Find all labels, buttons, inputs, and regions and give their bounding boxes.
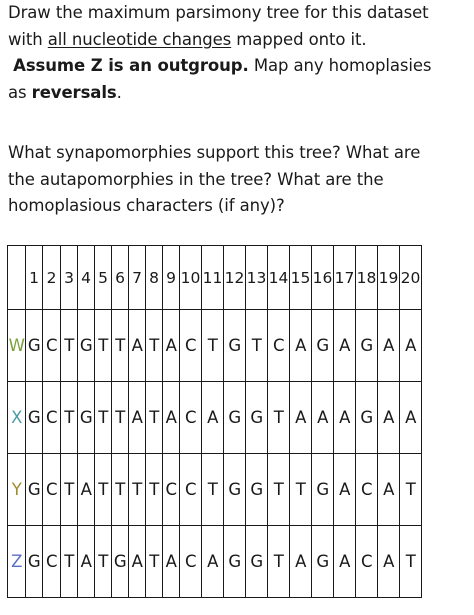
nucleotide-cell: G: [26, 526, 43, 598]
nucleotide-cell: T: [146, 526, 163, 598]
underlined-phrase: all nucleotide changes: [47, 29, 232, 49]
nucleotide-cell: G: [356, 310, 378, 382]
questions-line-2: the autapomorphies in the tree? What are the: [8, 169, 384, 189]
instructions-line-4-prefix: as: [8, 82, 32, 102]
nucleotide-cell: A: [378, 382, 400, 454]
nucleotide-cell: G: [26, 454, 43, 526]
nucleotide-cell: C: [356, 526, 378, 598]
nucleotide-cell: T: [246, 310, 268, 382]
nucleotide-cell: T: [268, 454, 290, 526]
nucleotide-cell: G: [26, 382, 43, 454]
taxon-row: [8, 310, 422, 382]
instructions-line-2-prefix: with: [8, 29, 48, 49]
character-number-header: 12: [224, 246, 246, 310]
nucleotide-cell: A: [378, 310, 400, 382]
nucleotide-cell: T: [146, 454, 163, 526]
nucleotide-cell: G: [312, 454, 334, 526]
character-number-header: 11: [202, 246, 224, 310]
nucleotide-cell: T: [112, 310, 129, 382]
nucleotide-cell: G: [78, 310, 95, 382]
nucleotide-cell: G: [246, 526, 268, 598]
nucleotide-cell: T: [95, 382, 112, 454]
nucleotide-cell: T: [61, 454, 78, 526]
nucleotide-cell: G: [246, 382, 268, 454]
character-number-header: 8: [146, 246, 163, 310]
nucleotide-cell: T: [202, 310, 224, 382]
nucleotide-cell: T: [129, 454, 146, 526]
nucleotide-cell: C: [268, 310, 290, 382]
instructions-line-4: [8, 80, 431, 107]
nucleotide-cell: A: [378, 526, 400, 598]
character-number-header: 16: [312, 246, 334, 310]
nucleotide-cell: A: [334, 310, 356, 382]
nucleotide-cell: C: [180, 310, 202, 382]
character-number-header: 6: [112, 246, 129, 310]
nucleotide-cell: A: [78, 526, 95, 598]
nucleotide-cell: A: [78, 454, 95, 526]
nucleotide-cell: G: [224, 310, 246, 382]
nucleotide-cell: C: [180, 382, 202, 454]
matrix-header-row: [8, 246, 422, 310]
taxon-name-cell: X: [8, 382, 26, 454]
nucleotide-cell: A: [163, 526, 180, 598]
nucleotide-cell: A: [129, 382, 146, 454]
nucleotide-cell: T: [61, 526, 78, 598]
questions-line-3: homoplasious characters (if any)?: [8, 196, 285, 215]
character-number-header: 17: [334, 246, 356, 310]
nucleotide-cell: T: [202, 454, 224, 526]
nucleotide-cell: A: [400, 310, 422, 382]
nucleotide-cell: T: [290, 454, 312, 526]
nucleotide-cell: C: [43, 454, 61, 526]
nucleotide-cell: C: [43, 526, 61, 598]
nucleotide-cell: A: [378, 454, 400, 526]
taxon-name-cell: Y: [8, 454, 26, 526]
instructions-line-4-suffix: .: [116, 82, 122, 102]
nucleotide-cell: A: [400, 382, 422, 454]
character-number-header: 3: [61, 246, 78, 310]
nucleotide-cell: A: [334, 454, 356, 526]
nucleotide-cell: A: [290, 382, 312, 454]
character-number-header: 2: [43, 246, 61, 310]
character-number-header: 7: [129, 246, 146, 310]
character-matrix-table: [7, 245, 422, 598]
nucleotide-cell: A: [163, 310, 180, 382]
nucleotide-cell: A: [312, 382, 334, 454]
character-number-header: 4: [78, 246, 95, 310]
taxon-name-cell: Z: [8, 526, 26, 598]
instructions-line-1: Draw the maximum parsimony tree for this dataset: [8, 3, 429, 22]
character-number-header: 19: [378, 246, 400, 310]
nucleotide-cell: T: [61, 382, 78, 454]
character-number-header: 1: [26, 246, 43, 310]
reversals-term: reversals: [31, 82, 117, 102]
nucleotide-cell: G: [356, 382, 378, 454]
nucleotide-cell: G: [78, 382, 95, 454]
nucleotide-cell: T: [268, 526, 290, 598]
taxon-name-cell: W: [8, 310, 26, 382]
taxon-row: [8, 382, 422, 454]
nucleotide-cell: T: [146, 310, 163, 382]
nucleotide-cell: C: [163, 454, 180, 526]
nucleotide-cell: C: [43, 310, 61, 382]
instructions-line-3-suffix: Map any homoplasies: [248, 56, 432, 75]
nucleotide-cell: A: [290, 310, 312, 382]
instructions-paragraph: [8, 0, 431, 106]
nucleotide-cell: G: [312, 310, 334, 382]
taxon-row: [8, 526, 422, 598]
nucleotide-cell: G: [224, 526, 246, 598]
nucleotide-cell: A: [202, 382, 224, 454]
nucleotide-cell: C: [356, 454, 378, 526]
character-number-header: 20: [400, 246, 422, 310]
nucleotide-cell: A: [129, 526, 146, 598]
nucleotide-cell: T: [268, 382, 290, 454]
character-number-header: 18: [356, 246, 378, 310]
nucleotide-cell: T: [400, 526, 422, 598]
nucleotide-cell: G: [26, 310, 43, 382]
nucleotide-cell: T: [112, 454, 129, 526]
matrix-corner-cell: [8, 246, 26, 310]
instructions-line-3: [8, 53, 431, 80]
character-number-header: 9: [163, 246, 180, 310]
nucleotide-cell: A: [334, 526, 356, 598]
nucleotide-cell: T: [146, 382, 163, 454]
nucleotide-cell: T: [112, 382, 129, 454]
taxon-row: [8, 454, 422, 526]
nucleotide-cell: G: [112, 526, 129, 598]
character-number-header: 13: [246, 246, 268, 310]
nucleotide-cell: T: [61, 310, 78, 382]
nucleotide-cell: C: [180, 526, 202, 598]
nucleotide-cell: A: [129, 310, 146, 382]
nucleotide-cell: G: [312, 526, 334, 598]
nucleotide-cell: A: [290, 526, 312, 598]
nucleotide-cell: T: [95, 454, 112, 526]
nucleotide-cell: G: [224, 382, 246, 454]
nucleotide-cell: C: [43, 382, 61, 454]
nucleotide-cell: T: [400, 454, 422, 526]
questions-paragraph: [8, 140, 420, 220]
outgroup-statement: Assume Z is an outgroup.: [13, 56, 249, 75]
instructions-line-2: [8, 27, 431, 54]
questions-line-1: What synapomorphies support this tree? What are: [8, 143, 421, 162]
nucleotide-cell: A: [163, 382, 180, 454]
instructions-line-2-suffix: mapped onto it.: [231, 29, 367, 49]
character-number-header: 5: [95, 246, 112, 310]
nucleotide-cell: G: [246, 454, 268, 526]
nucleotide-cell: A: [334, 382, 356, 454]
nucleotide-cell: A: [202, 526, 224, 598]
character-number-header: 15: [290, 246, 312, 310]
nucleotide-cell: T: [95, 310, 112, 382]
character-number-header: 10: [180, 246, 202, 310]
nucleotide-cell: C: [180, 454, 202, 526]
nucleotide-cell: T: [95, 526, 112, 598]
character-number-header: 14: [268, 246, 290, 310]
nucleotide-cell: G: [224, 454, 246, 526]
